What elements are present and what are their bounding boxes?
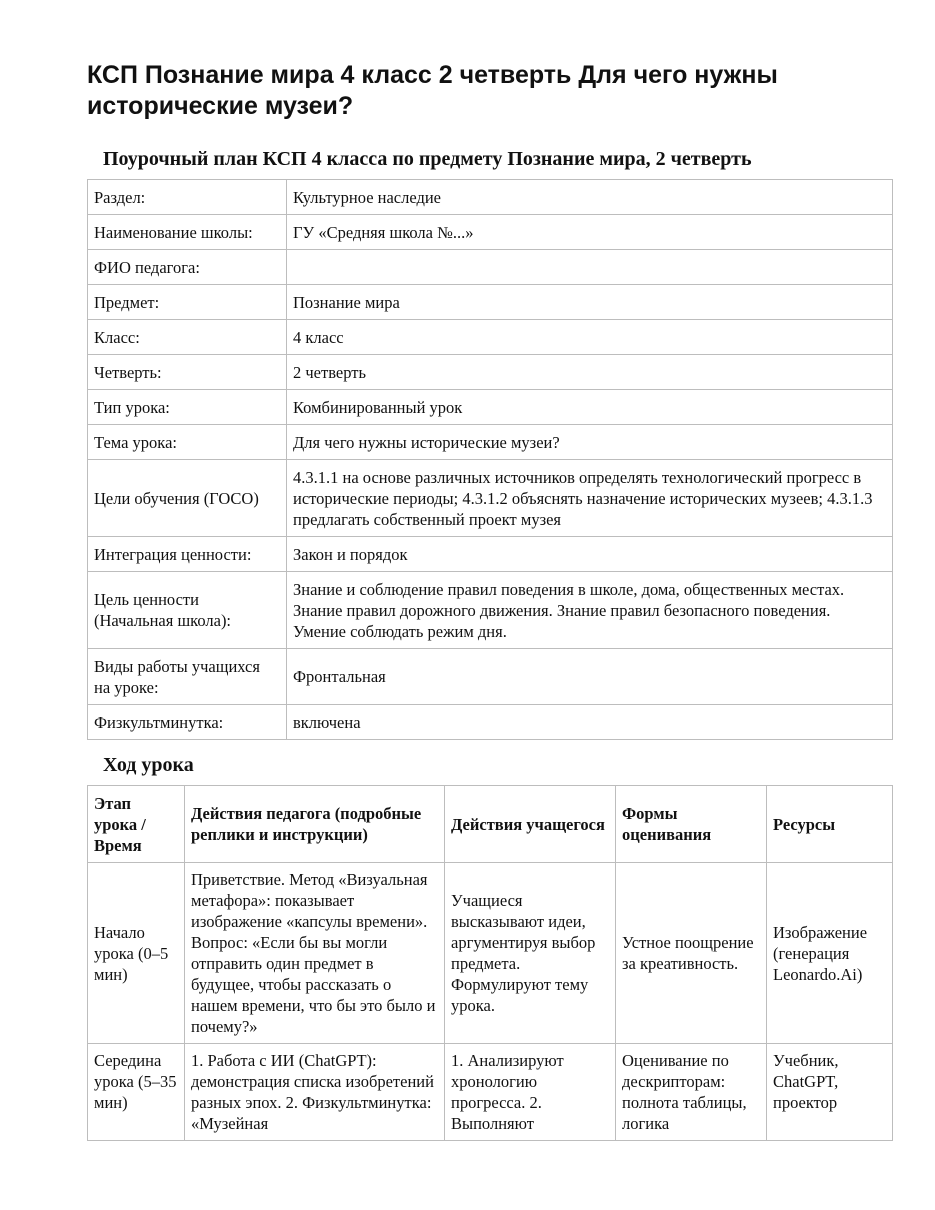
info-key: Четверть:: [88, 355, 287, 390]
info-value: Культурное наследие: [287, 180, 893, 215]
table-row: [88, 425, 893, 460]
table-cell: Начало урока (0–5 мин): [88, 863, 185, 1044]
info-key: Предмет:: [88, 285, 287, 320]
table-row: [88, 250, 893, 285]
column-header: Ресурсы: [767, 786, 893, 863]
info-key: Интеграция ценности:: [88, 537, 287, 572]
info-value: Познание мира: [287, 285, 893, 320]
table-row: [88, 285, 893, 320]
info-value: 4.3.1.1 на основе различных источников определять технологический прогресс в исторические периоды; 4.3.1.2 объяснять назначение исторических музеев; 4.3.1.3 предлагать собственный проект музея: [287, 460, 893, 537]
column-header: Этап урока / Время: [88, 786, 185, 863]
info-value: Комбинированный урок: [287, 390, 893, 425]
table-cell: Учебник, ChatGPT, проектор: [767, 1044, 893, 1141]
table-row: [88, 355, 893, 390]
info-value: Для чего нужны исторические музеи?: [287, 425, 893, 460]
table-cell: Устное поощрение за креативность.: [616, 863, 767, 1044]
info-value: Фронтальная: [287, 649, 893, 705]
column-header: Действия педагога (подробные реплики и инструкции): [185, 786, 445, 863]
info-value: ГУ «Средняя школа №...»: [287, 215, 893, 250]
column-header: Формы оценивания: [616, 786, 767, 863]
info-value: [287, 250, 893, 285]
info-key: Цель ценности (Начальная школа):: [88, 572, 287, 649]
info-key: ФИО педагога:: [88, 250, 287, 285]
table-row: [88, 537, 893, 572]
table-row: [88, 390, 893, 425]
column-header: Действия учащегося: [445, 786, 616, 863]
lesson-table-container: [87, 785, 895, 1165]
info-key: Виды работы учащихся на уроке:: [88, 649, 287, 705]
table-row: [88, 705, 893, 740]
table-row: [88, 320, 893, 355]
table-row: [88, 863, 893, 1044]
table-cell: Изображение (генерация Leonardo.Ai): [767, 863, 893, 1044]
document-title: КСП Познание мира 4 класс 2 четверть Для чего нужны исторические музеи?: [87, 61, 778, 120]
table-cell: Оценивание по дескрипторам: полнота таблицы, логика: [616, 1044, 767, 1141]
table-row: [88, 572, 893, 649]
info-key: Тип урока:: [88, 390, 287, 425]
info-key: Цели обучения (ГОСО): [88, 460, 287, 537]
table-cell: 1. Работа с ИИ (ChatGPT): демонстрация списка изобретений разных эпох. 2. Физкультминутка: «Музейная: [185, 1044, 445, 1141]
info-value: включена: [287, 705, 893, 740]
table-row: [88, 180, 893, 215]
lesson-flow-table: [87, 785, 893, 1141]
info-value: 2 четверть: [287, 355, 893, 390]
lesson-info-table: [87, 179, 893, 740]
table-cell: Учащиеся высказывают идеи, аргументируя выбор предмета. Формулируют тему урока.: [445, 863, 616, 1044]
table-cell: 1. Анализируют хронологию прогресса. 2. Выполняют: [445, 1044, 616, 1141]
info-value: Знание и соблюдение правил поведения в школе, дома, общественных местах. Знание правил дорожного движения. Знание правил безопасного поведения. Умение соблюдать режим дня.: [287, 572, 893, 649]
info-key: Физкультминутка:: [88, 705, 287, 740]
info-key: Класс:: [88, 320, 287, 355]
table-cell: Середина урока (5–35 мин): [88, 1044, 185, 1141]
table-header-row: [88, 786, 893, 863]
table-row: [88, 215, 893, 250]
lesson-heading: Ход урока: [103, 754, 194, 776]
info-key: Наименование школы:: [88, 215, 287, 250]
info-value: 4 класс: [287, 320, 893, 355]
table-row: [88, 1044, 893, 1141]
table-cell: Приветствие. Метод «Визуальная метафора»: показывает изображение «капсулы времени». Вопрос: «Если бы вы могли отправить один предмет в будущее, чтобы рассказать о нашем времени, что бы это было и почему?»: [185, 863, 445, 1044]
table-row: [88, 649, 893, 705]
table-row: [88, 460, 893, 537]
info-key: Тема урока:: [88, 425, 287, 460]
info-value: Закон и порядок: [287, 537, 893, 572]
plan-heading: Поурочный план КСП 4 класса по предмету Познание мира, 2 четверть: [103, 148, 752, 170]
info-key: Раздел:: [88, 180, 287, 215]
